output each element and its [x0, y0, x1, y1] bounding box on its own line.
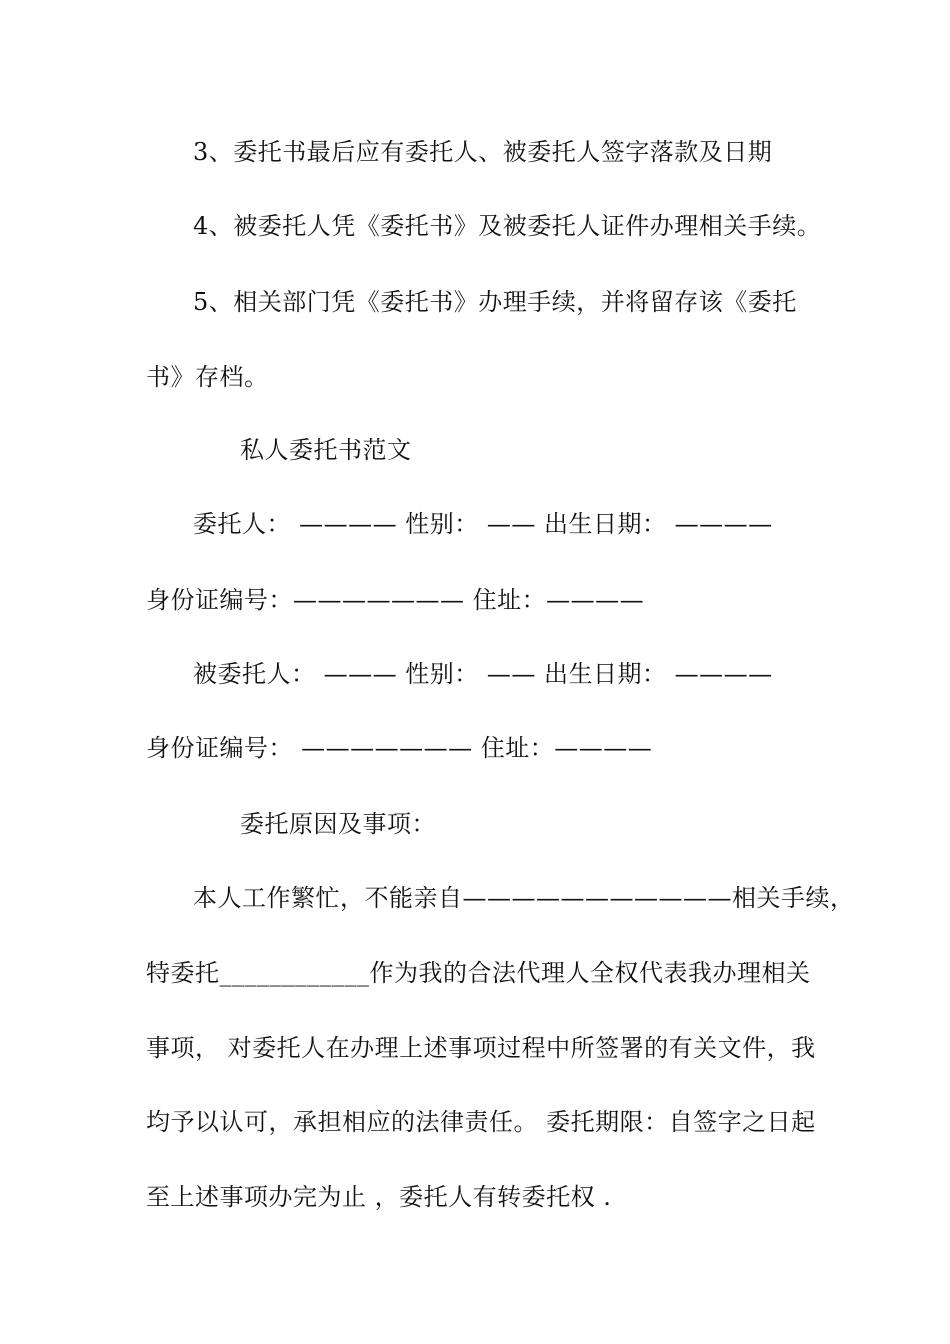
- body-line-2: 特委托____________作为我的合法代理人全权代表我办理相关: [146, 959, 811, 987]
- principal-info-line: 委托人： ———— 性别： —— 出生日期： ————: [193, 510, 773, 538]
- body-line-5: 至上述事项办完为止 ，委托人有转委托权 .: [146, 1183, 612, 1211]
- section-title: 私人委托书范文: [240, 436, 412, 464]
- text-line-item-4: 4、被委托人凭《委托书》及被委托人证件办理相关手续。: [193, 212, 822, 240]
- agent-info-line: 被委托人： ——— 性别： —— 出生日期： ————: [193, 660, 773, 688]
- reason-subheading: 委托原因及事项：: [240, 810, 436, 838]
- principal-id-line: 身份证编号：——————— 住址：————: [146, 586, 645, 614]
- body-line-4: 均予以认可，承担相应的法律责任。 委托期限：自签字之日起: [146, 1108, 816, 1136]
- text-line-item-5: 5、相关部门凭《委托书》办理手续，并将留存该《委托: [193, 288, 797, 316]
- body-line-3: 事项， 对委托人在办理上述事项过程中所签署的有关文件，我: [146, 1034, 816, 1062]
- body-line-1: 本人工作繁忙，不能亲自———————————相关手续，: [193, 884, 855, 912]
- text-line-item-3: 3、委托书最后应有委托人、被委托人签字落款及日期: [193, 138, 773, 166]
- text-line-item-5-continued: 书》存档。: [146, 363, 269, 391]
- agent-id-line: 身份证编号： ——————— 住址：————: [146, 734, 653, 762]
